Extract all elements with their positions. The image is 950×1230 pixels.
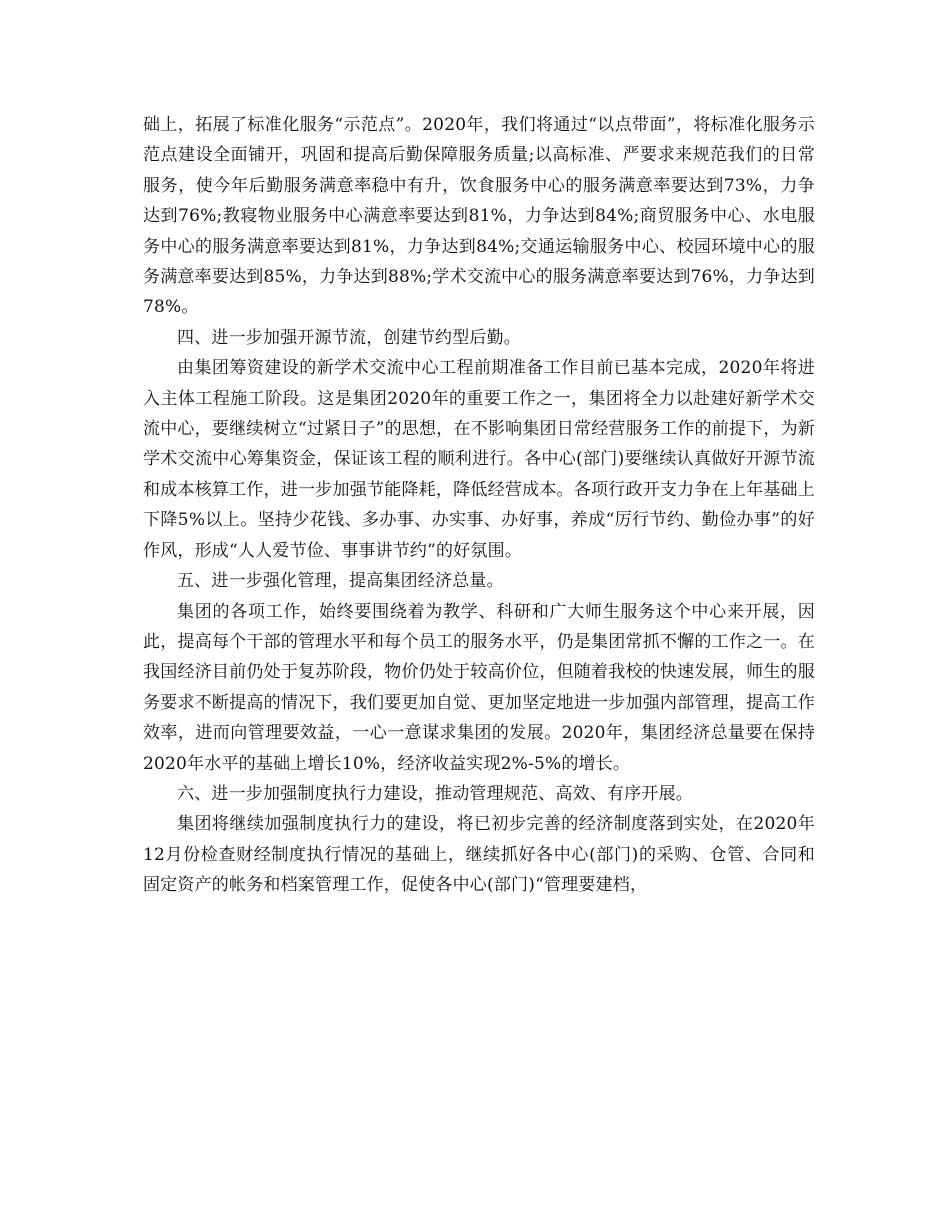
paragraph-service-satisfaction: 础上，拓展了标准化服务“示范点”。2020年，我们将通过“以点带面”，将标准化服务示范点建设全面铺开，巩固和提高后勤保障服务质量;以高标准、严要求来规范我们的日常服务，使今年后勤服务满意率稳中有升，饮食服务中心的服务满意率要达到73%，力争达到76%;教寝物业服务中心满意率要达到81%，力争达到84%;商贸服务中心、水电服务中心的服务满意率要达到81%，力争达到84%;交通运输服务中心、校园环境中心的服务满意率要达到85%，力争达到88%;学术交流中心的服务满意率要达到76%，力争达到78%。 — [143, 115, 815, 318]
document-page — [143, 110, 815, 901]
paragraph-institution-execution: 集团将继续加强制度执行力的建设，将已初步完善的经济制度落到实处，在2020年12月份检查财经制度执行情况的基础上，继续抓好各中心(部门)的采购、仓管、合同和固定资产的帐务和档案管理工作，促使各中心(部门)“管理要建档， — [143, 814, 815, 896]
paragraph-management: 集团的各项工作，始终要围绕着为教学、科研和广大师生服务这个中心来开展，因此，提高每个干部的管理水平和每个员工的服务水平，仍是集团常抓不懈的工作之一。在我国经济目前仍处于复苏阶段，物价仍处于较高价位，但随着我校的快速发展，师生的服务要求不断提高的情况下，我们要更加自觉、更加坚定地进一步加强内部管理，提高工作效率，进而向管理要效益，一心一意谋求集团的发展。2020年，集团经济总量要在保持2020年水平的基础上增长10%，经济收益实现2%-5%的增长。 — [143, 601, 815, 774]
paragraph-cost-saving: 由集团筹资建设的新学术交流中心工程前期准备工作目前已基本完成，2020年将进入主体工程施工阶段。这是集团2020年的重要工作之一，集团将全力以赴建好新学术交流中心，要继续树立“过紧日子”的思想，在不影响集团日常经营服务工作的前提下，为新学术交流中心筹集资金，保证该工程的顺利进行。各中心(部门)要继续认真做好开源节流和成本核算工作，进一步加强节能降耗，降低经营成本。各项行政开支力争在上年基础上下降5%以上。坚持少花钱、多办事、办实事、办好事，养成“厉行节约、勤俭办事”的好作风，形成“人人爱节俭、事事讲节约”的好氛围。 — [143, 358, 815, 561]
section-heading-6: 六、进一步加强制度执行力建设，推动管理规范、高效、有序开展。 — [177, 783, 693, 804]
section-heading-4: 四、进一步加强开源节流，创建节约型后勤。 — [177, 327, 521, 348]
section-heading-5: 五、进一步强化管理，提高集团经济总量。 — [177, 571, 504, 592]
